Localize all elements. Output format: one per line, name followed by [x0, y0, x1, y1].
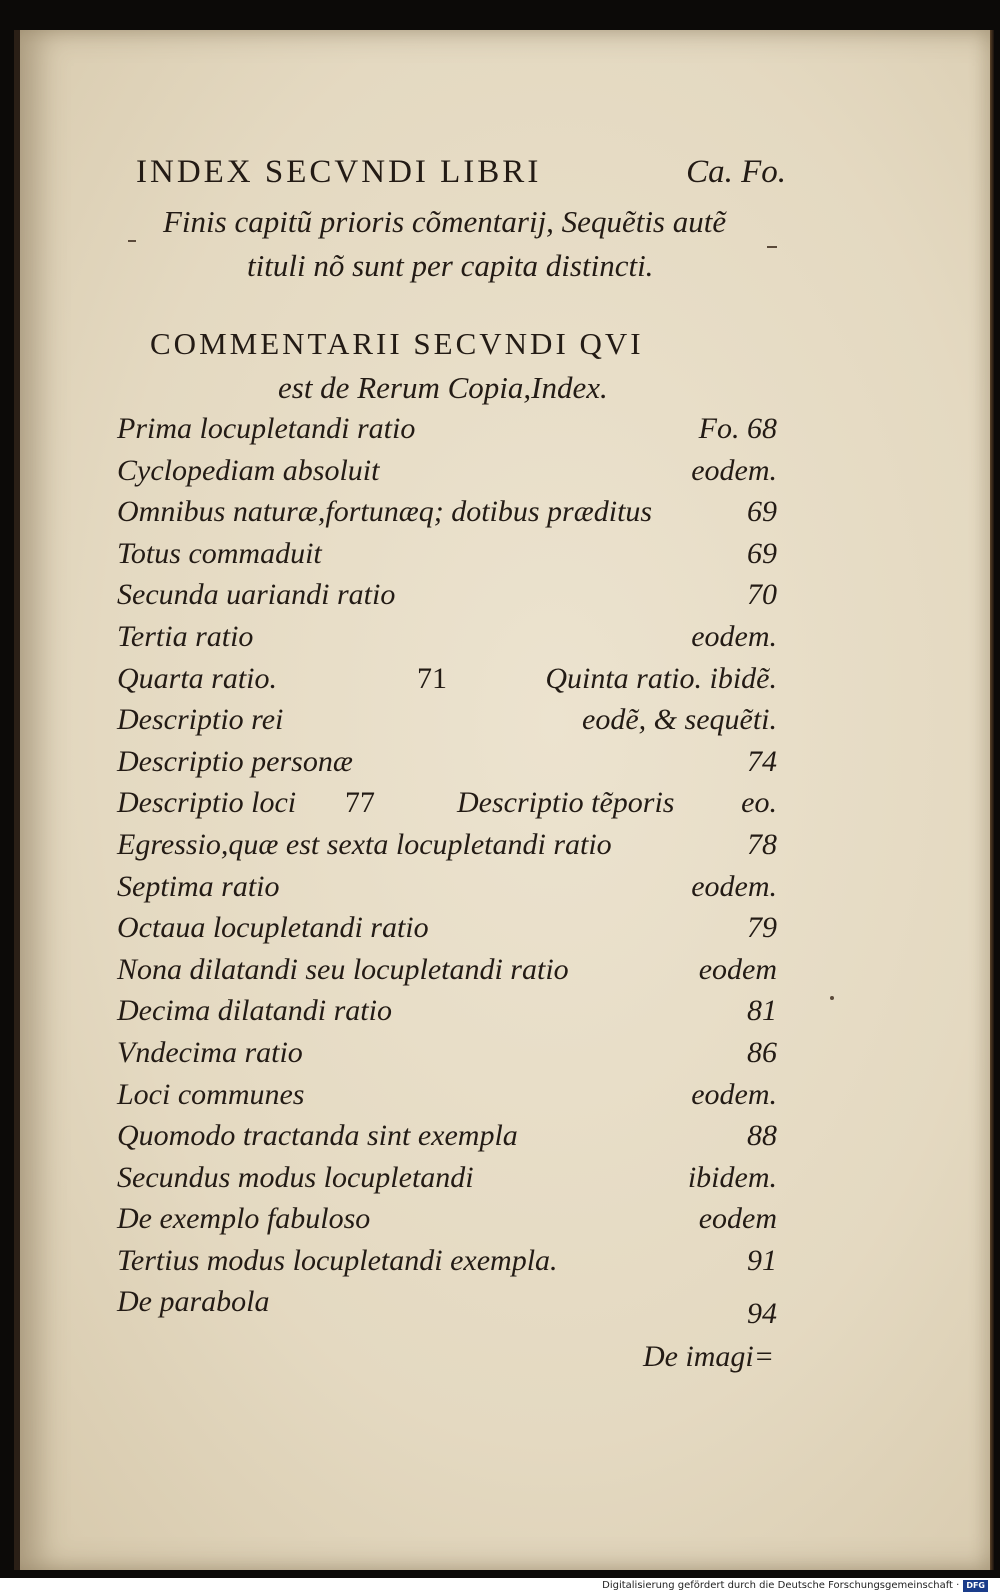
- index-list: [117, 408, 777, 1331]
- index-entry: [117, 1240, 777, 1282]
- entry-page: eodem.: [691, 869, 777, 903]
- entry-page: 88: [747, 1119, 777, 1153]
- entry-label: Loci communes: [117, 1077, 305, 1111]
- entry-page: eodẽ, & sequẽti.: [582, 703, 777, 737]
- entry-label: Septima ratio: [117, 869, 280, 903]
- index-entry: [117, 1032, 777, 1074]
- index-entry: [117, 1157, 777, 1199]
- index-entry: [117, 990, 777, 1032]
- footer-credit: Digitalisierung gefördert durch die Deutsche Forschungsgemeinschaft ·: [602, 1580, 960, 1591]
- index-entry: [117, 450, 777, 492]
- entry-page: 70: [747, 578, 777, 612]
- entry-label: Tertia ratio: [117, 619, 254, 653]
- column-heads: Ca. Fo.: [686, 154, 786, 190]
- section-subtitle: est de Rerum Copia,Index.: [278, 370, 608, 405]
- index-entry: [117, 866, 777, 908]
- entry-label: Cyclopediam absoluit: [117, 453, 380, 487]
- entry-page: eodem.: [691, 619, 777, 653]
- entry-label: Decima dilatandi ratio: [117, 994, 392, 1028]
- entry-mid-label: Quinta ratio. ibidẽ.: [545, 661, 777, 695]
- index-entry: [117, 1074, 777, 1116]
- entry-label: Omnibus naturæ,fortunæq; dotibus præditus: [117, 495, 653, 529]
- index-entry: [117, 1198, 777, 1240]
- ink-speck: [128, 240, 136, 242]
- index-entry: [117, 824, 777, 866]
- entry-label: Descriptio loci: [117, 786, 297, 820]
- entry-label: Egressio,quæ est sexta locupletandi ratio: [117, 827, 612, 861]
- dfg-logo: DFG: [963, 1580, 988, 1592]
- entry-mid-label: Descriptio tẽporis: [457, 786, 675, 820]
- index-entry: [117, 616, 777, 658]
- index-entry: [117, 658, 777, 700]
- book-page: [14, 30, 990, 1570]
- entry-page: 86: [747, 1035, 777, 1069]
- page-content: [20, 30, 990, 1570]
- entry-page: 91: [747, 1243, 777, 1277]
- entry-page: eodem: [698, 952, 777, 986]
- entry-mid-page: 71: [417, 661, 447, 695]
- entry-label: Descriptio personæ: [117, 744, 353, 778]
- entry-page: Fo. 68: [698, 412, 777, 445]
- entry-label: Vndecima ratio: [117, 1035, 303, 1069]
- index-entry: [117, 1281, 777, 1331]
- entry-label: Nona dilatandi seu locupletandi ratio: [117, 952, 569, 986]
- entry-page: eo.: [741, 786, 777, 820]
- index-entry: [117, 949, 777, 991]
- entry-page: ibidem.: [687, 1160, 777, 1194]
- entry-label: Prima locupletandi ratio: [117, 412, 416, 445]
- entry-label: Quomodo tractanda sint exempla: [117, 1119, 518, 1153]
- index-entry: [117, 741, 777, 783]
- entry-page: 81: [747, 994, 777, 1028]
- index-entry: [117, 1115, 777, 1157]
- entry-page: eodem.: [691, 1077, 777, 1111]
- entry-label: Quarta ratio.: [117, 661, 278, 695]
- note-line-2: tituli nõ sunt per capita distincti.: [247, 248, 654, 283]
- digitization-footer: [602, 1578, 988, 1594]
- index-entry: [117, 491, 777, 533]
- entry-page: eodem: [698, 1202, 777, 1236]
- entry-page: 69: [747, 495, 777, 529]
- entry-label: Descriptio rei: [117, 703, 284, 737]
- entry-page: 69: [747, 536, 777, 570]
- entry-label: Tertius modus locupletandi exempla.: [117, 1243, 558, 1277]
- running-title: INDEX SECVNDI LIBRI: [136, 154, 542, 190]
- entry-label: De parabola: [117, 1285, 270, 1319]
- note-line-1: Finis capitũ prioris cõmentarij, Sequẽtis autẽ: [163, 204, 727, 239]
- entry-label: De exemplo fabuloso: [117, 1202, 371, 1236]
- index-entry: [117, 699, 777, 741]
- entry-mid-page: 77: [345, 786, 375, 820]
- catchword: De imagi=: [642, 1340, 774, 1373]
- index-entry: [117, 574, 777, 616]
- entry-label: Octaua locupletandi ratio: [117, 911, 429, 945]
- entry-label: Secundus modus locupletandi: [117, 1160, 474, 1194]
- entry-page: eodem.: [691, 453, 777, 487]
- index-entry: [117, 782, 777, 824]
- index-entry: [117, 907, 777, 949]
- ink-speck: [767, 246, 777, 248]
- entry-page: 94: [747, 1297, 777, 1331]
- ink-speck: [830, 996, 834, 1000]
- index-entry: [117, 533, 777, 575]
- running-header: [136, 154, 786, 194]
- section-title: COMMENTARII SECVNDI QVI: [150, 326, 644, 361]
- entry-page: 78: [747, 827, 777, 861]
- entry-label: Totus commaduit: [117, 536, 322, 570]
- entry-page: 74: [747, 744, 777, 778]
- entry-label: Secunda uariandi ratio: [117, 578, 396, 612]
- index-entry: [117, 408, 777, 450]
- entry-page: 79: [747, 911, 777, 945]
